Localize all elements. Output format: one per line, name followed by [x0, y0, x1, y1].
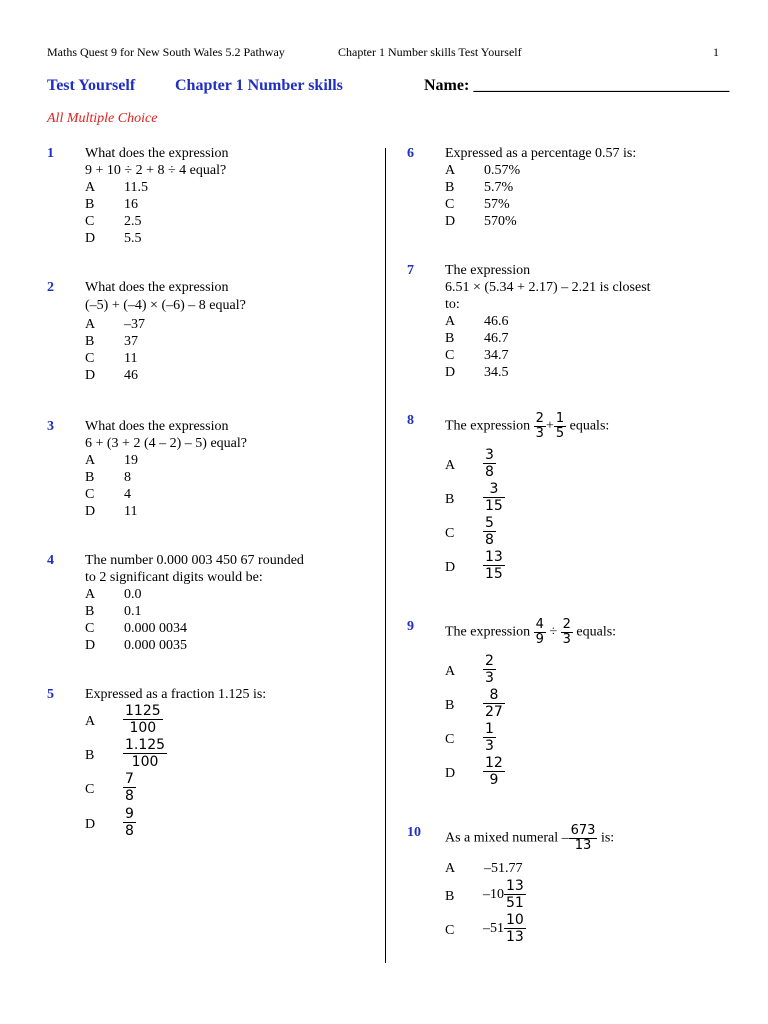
- question-text: 6.51 × (5.34 + 2.17) – 2.21 is closest: [445, 280, 651, 295]
- question-text: What does the expression: [85, 146, 229, 161]
- question-number: 10: [407, 825, 421, 840]
- question-number: 9: [407, 619, 414, 634]
- column-divider: [385, 148, 386, 963]
- test-title: Test Yourself: [47, 77, 136, 94]
- chapter-title: Chapter 1 Number skills: [175, 77, 343, 94]
- question-text: The expression $\frac{4}{9}$ ÷ $\frac{2}{3}$ equals:: [445, 617, 617, 647]
- question-text: What does the expression: [85, 419, 229, 434]
- page-number: 1: [713, 45, 719, 59]
- header-left: Maths Quest 9 for New South Wales 5.2 Pathway: [47, 45, 285, 59]
- question-number: 6: [407, 146, 414, 161]
- question-text: 9 + 10 ÷ 2 + 8 ÷ 4 equal?: [85, 163, 227, 178]
- subtitle: All Multiple Choice: [47, 111, 158, 126]
- question-number: 4: [47, 553, 54, 568]
- question-text: The expression $\frac{2}{3}$ + $\frac{1}{5}$ equals:: [445, 411, 610, 441]
- question-number: 7: [407, 263, 414, 278]
- question-number: 2: [47, 280, 54, 295]
- question-number: 1: [47, 146, 54, 161]
- question-number: 5: [47, 687, 54, 702]
- question-number: 8: [407, 413, 414, 428]
- name-field[interactable]: Name: ________________________________: [424, 77, 730, 94]
- question-text: Expressed as a percentage 0.57 is:: [445, 146, 637, 161]
- question-text: (–5) + (–4) × (–6) – 8 equal?: [85, 298, 246, 313]
- question-text: What does the expression: [85, 280, 229, 295]
- question-text: As a mixed numeral – $\frac{673}{13}$ is:: [445, 823, 615, 853]
- header-center: Chapter 1 Number skills Test Yourself: [338, 45, 522, 59]
- question-text: The expression: [445, 263, 531, 278]
- question-text: The number 0.000 003 450 67 rounded: [85, 553, 304, 568]
- question-number: 3: [47, 419, 54, 434]
- question-text: Expressed as a fraction 1.125 is:: [85, 687, 267, 702]
- question-text: to:: [445, 297, 460, 312]
- question-text: 6 + (3 + 2 (4 – 2) – 5) equal?: [85, 436, 247, 451]
- question-text: to 2 significant digits would be:: [85, 570, 263, 585]
